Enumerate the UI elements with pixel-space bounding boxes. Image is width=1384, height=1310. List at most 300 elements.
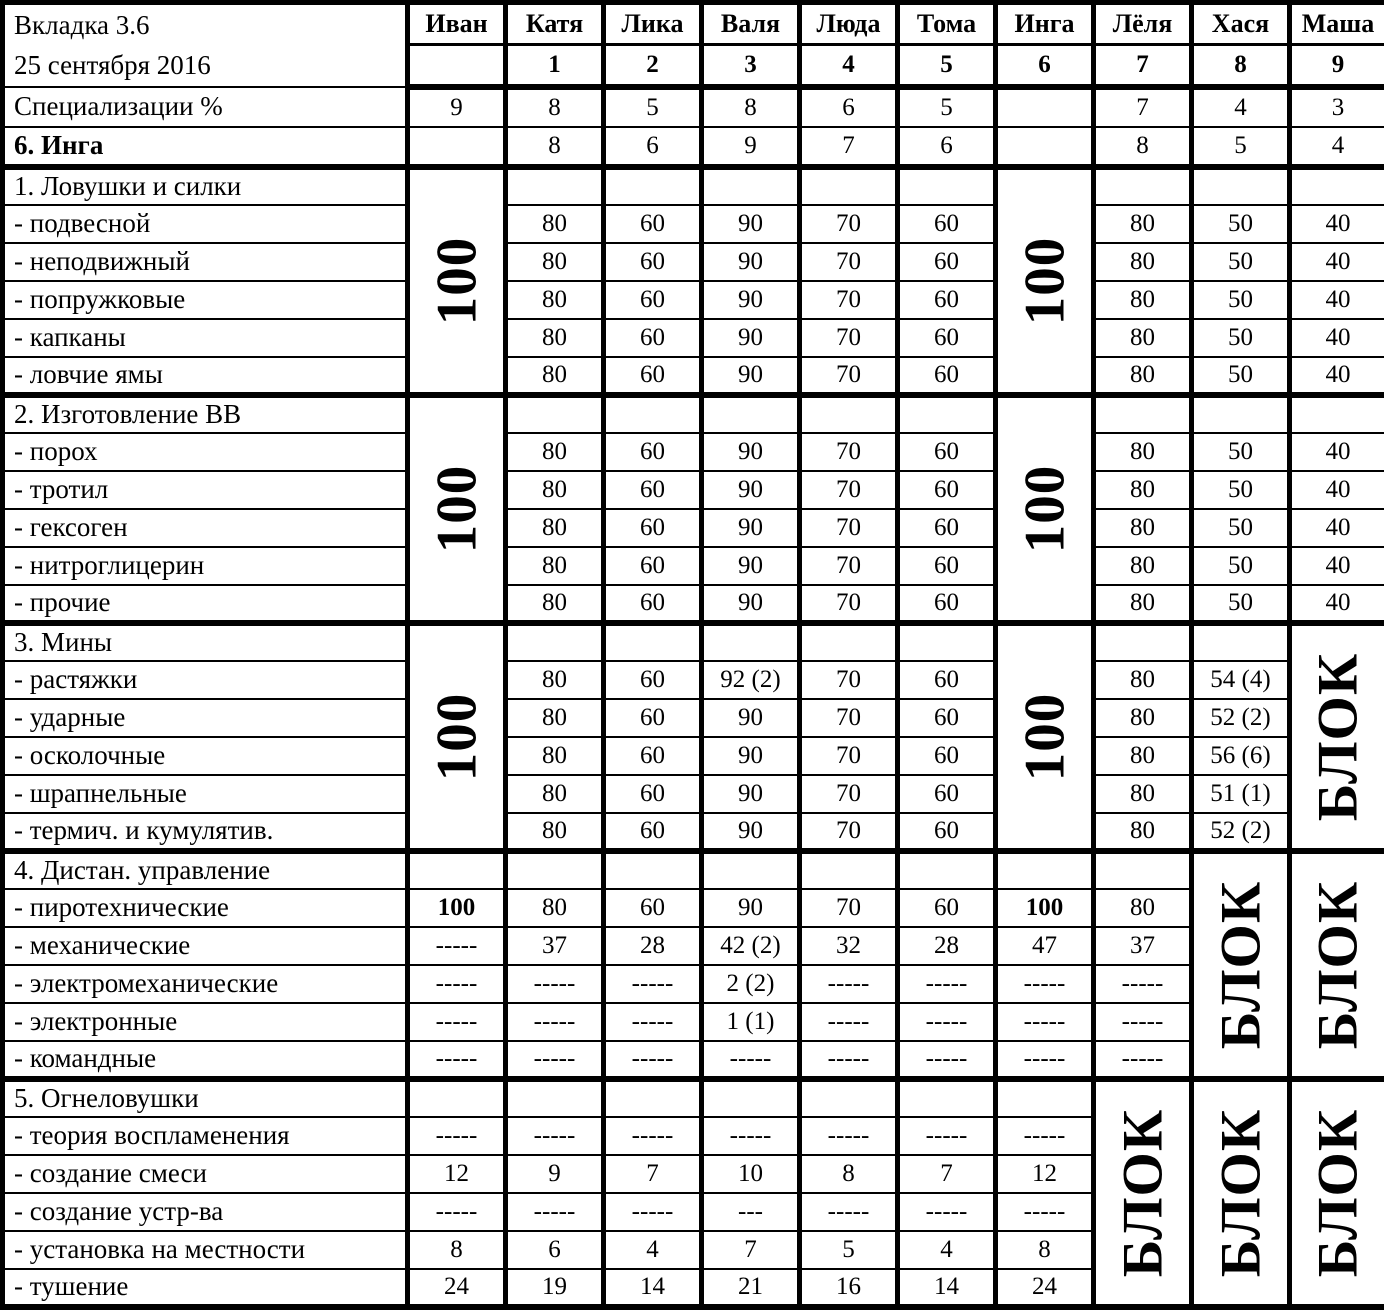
person-number: 3 xyxy=(702,45,800,87)
skill-value: 70 xyxy=(800,889,898,927)
skill-value: 70 xyxy=(800,699,898,737)
skill-value: 80 xyxy=(1094,205,1192,243)
skill-value: 60 xyxy=(898,547,996,585)
empty-cell xyxy=(702,623,800,661)
person-header: Валя xyxy=(702,3,800,45)
rotated-merged-cell xyxy=(996,623,1094,851)
skill-value: 8 xyxy=(996,1231,1094,1269)
skill-value: ----- xyxy=(702,1041,800,1079)
skill-value: 40 xyxy=(1290,509,1384,547)
skill-value: ----- xyxy=(604,1003,702,1041)
skill-label: - теория воспламенения xyxy=(3,1117,408,1155)
skill-label: - нитроглицерин xyxy=(3,547,408,585)
skill-value: 90 xyxy=(702,281,800,319)
skill-row xyxy=(3,775,1384,813)
skill-value: 70 xyxy=(800,547,898,585)
skill-row xyxy=(3,433,1384,471)
skill-value: 60 xyxy=(898,281,996,319)
empty-cell xyxy=(408,851,506,889)
empty-cell xyxy=(702,167,800,205)
skill-value: ----- xyxy=(506,1041,604,1079)
empty-cell xyxy=(1290,167,1384,205)
skill-row xyxy=(3,585,1384,623)
section-title-row xyxy=(3,1079,1384,1117)
skill-row xyxy=(3,471,1384,509)
skill-row xyxy=(3,281,1384,319)
skill-value: 90 xyxy=(702,585,800,623)
skill-value: ----- xyxy=(1094,965,1192,1003)
skill-value: 70 xyxy=(800,471,898,509)
section-title: 3. Мины xyxy=(3,623,408,661)
person-header: Иван xyxy=(408,3,506,45)
empty-cell xyxy=(604,623,702,661)
skill-value: 60 xyxy=(604,243,702,281)
skill-value: 80 xyxy=(1094,775,1192,813)
skill-value: 80 xyxy=(506,281,604,319)
skill-value: 60 xyxy=(898,471,996,509)
rotated-merged-cell xyxy=(1290,1079,1384,1307)
skill-value: 70 xyxy=(800,319,898,357)
spec-value xyxy=(996,87,1094,127)
skill-value: 80 xyxy=(506,471,604,509)
skill-value: 4 xyxy=(898,1231,996,1269)
skill-value: 19 xyxy=(506,1269,604,1307)
skill-value: 60 xyxy=(604,357,702,395)
inga-value: 6 xyxy=(898,127,996,167)
empty-cell xyxy=(408,1079,506,1117)
skill-value: --- xyxy=(702,1193,800,1231)
empty-cell xyxy=(800,395,898,433)
skill-value: 60 xyxy=(604,205,702,243)
skill-label: - создание смеси xyxy=(3,1155,408,1193)
skill-value: 5 xyxy=(800,1231,898,1269)
spec-value: 4 xyxy=(1192,87,1290,127)
skill-value: 60 xyxy=(898,433,996,471)
section-title: 5. Огнеловушки xyxy=(3,1079,408,1117)
skill-label: - пиротехнические xyxy=(3,889,408,927)
skill-value: 52 (2) xyxy=(1192,699,1290,737)
skill-value: 70 xyxy=(800,813,898,851)
skill-value: 90 xyxy=(702,319,800,357)
skill-value: 90 xyxy=(702,509,800,547)
skill-value: 100 xyxy=(408,889,506,927)
skill-value: 60 xyxy=(898,737,996,775)
sheet-title: Вкладка 3.6 xyxy=(14,5,405,45)
skill-value: 90 xyxy=(702,699,800,737)
skill-value: ----- xyxy=(800,1193,898,1231)
skill-value: 60 xyxy=(898,889,996,927)
rotated-text: 100 xyxy=(1016,464,1073,553)
skill-value: 9 xyxy=(506,1155,604,1193)
section-title: 2. Изготовление ВВ xyxy=(3,395,408,433)
skill-row xyxy=(3,1003,1384,1041)
empty-cell xyxy=(800,167,898,205)
skill-value: 50 xyxy=(1192,319,1290,357)
empty-cell xyxy=(1094,395,1192,433)
skill-value: 90 xyxy=(702,471,800,509)
skill-value: 60 xyxy=(604,509,702,547)
skill-value: 80 xyxy=(506,813,604,851)
skill-value: 90 xyxy=(702,547,800,585)
rotated-merged-cell xyxy=(1290,851,1384,1079)
skill-value: 14 xyxy=(898,1269,996,1307)
skill-value: ----- xyxy=(506,1117,604,1155)
section-title-row xyxy=(3,167,1384,205)
empty-cell xyxy=(898,851,996,889)
skill-label: - электромеханические xyxy=(3,965,408,1003)
skill-value: 60 xyxy=(604,319,702,357)
empty-cell xyxy=(1192,395,1290,433)
skill-value: ----- xyxy=(408,927,506,965)
skill-value: 40 xyxy=(1290,471,1384,509)
skill-value: ----- xyxy=(800,1041,898,1079)
skill-value: 1 (1) xyxy=(702,1003,800,1041)
rotated-merged-cell xyxy=(1192,1079,1290,1307)
section-title-row xyxy=(3,851,1384,889)
rotated-merged-cell xyxy=(408,623,506,851)
skill-label: - капканы xyxy=(3,319,408,357)
skill-value: 50 xyxy=(1192,243,1290,281)
inga-label: 6. Инга xyxy=(3,127,408,167)
spec-value: 5 xyxy=(604,87,702,127)
skill-value: 80 xyxy=(1094,319,1192,357)
skill-value: 80 xyxy=(506,357,604,395)
empty-cell xyxy=(800,1079,898,1117)
inga-value xyxy=(996,127,1094,167)
skill-value: 60 xyxy=(604,433,702,471)
skill-label: - осколочные xyxy=(3,737,408,775)
skill-value: 80 xyxy=(1094,699,1192,737)
empty-cell xyxy=(800,623,898,661)
empty-cell xyxy=(702,1079,800,1117)
skill-value: 80 xyxy=(506,889,604,927)
skill-value: 80 xyxy=(1094,889,1192,927)
inga-value: 5 xyxy=(1192,127,1290,167)
skill-value: 90 xyxy=(702,889,800,927)
person-number: 7 xyxy=(1094,45,1192,87)
skill-value: 70 xyxy=(800,585,898,623)
skill-value: 90 xyxy=(702,243,800,281)
person-header: Маша xyxy=(1290,3,1384,45)
empty-cell xyxy=(702,851,800,889)
spec-value: 5 xyxy=(898,87,996,127)
skill-value: ----- xyxy=(408,1003,506,1041)
skill-label: - тушение xyxy=(3,1269,408,1307)
skill-value: ----- xyxy=(408,1117,506,1155)
skill-value: ----- xyxy=(898,1003,996,1041)
rotated-text: 100 xyxy=(428,464,485,553)
section-title-row xyxy=(3,395,1384,433)
skill-value: 90 xyxy=(702,775,800,813)
skill-label: - растяжки xyxy=(3,661,408,699)
skill-label: - неподвижный xyxy=(3,243,408,281)
skill-value: 60 xyxy=(898,813,996,851)
skill-value: 60 xyxy=(604,661,702,699)
rotated-text: 100 xyxy=(428,236,485,325)
skill-value: 8 xyxy=(408,1231,506,1269)
skill-value: ----- xyxy=(800,965,898,1003)
skill-value: 50 xyxy=(1192,509,1290,547)
skill-value: 90 xyxy=(702,737,800,775)
skill-value: ----- xyxy=(996,1193,1094,1231)
skill-value: 40 xyxy=(1290,205,1384,243)
skill-label: - подвесной xyxy=(3,205,408,243)
skill-value: 37 xyxy=(506,927,604,965)
skill-value: 4 xyxy=(604,1231,702,1269)
skill-value: 60 xyxy=(604,699,702,737)
empty-cell xyxy=(604,851,702,889)
skill-value: 70 xyxy=(800,243,898,281)
skill-value: 40 xyxy=(1290,547,1384,585)
skill-value: 60 xyxy=(898,699,996,737)
skill-value: ----- xyxy=(898,1117,996,1155)
skill-value: 2 (2) xyxy=(702,965,800,1003)
inga-value: 8 xyxy=(506,127,604,167)
rotated-merged-cell xyxy=(1290,623,1384,851)
section-title-row xyxy=(3,623,1384,661)
skill-value: ----- xyxy=(506,1193,604,1231)
skill-value: ----- xyxy=(604,965,702,1003)
empty-cell xyxy=(898,395,996,433)
empty-cell xyxy=(1192,167,1290,205)
skill-value: 70 xyxy=(800,775,898,813)
spec-value: 9 xyxy=(408,87,506,127)
skill-value: 24 xyxy=(996,1269,1094,1307)
skill-row xyxy=(3,547,1384,585)
empty-cell xyxy=(506,623,604,661)
skill-value: 60 xyxy=(898,585,996,623)
skill-label: - порох xyxy=(3,433,408,471)
sheet-date: 25 сентября 2016 xyxy=(14,45,405,85)
skill-value: 52 (2) xyxy=(1192,813,1290,851)
skill-row xyxy=(3,661,1384,699)
skill-row xyxy=(3,509,1384,547)
skill-value: ----- xyxy=(898,1041,996,1079)
skill-value: 70 xyxy=(800,509,898,547)
skill-label: - электронные xyxy=(3,1003,408,1041)
inga-value xyxy=(408,127,506,167)
skill-value: ----- xyxy=(702,1117,800,1155)
skill-value: 32 xyxy=(800,927,898,965)
section-title: 4. Дистан. управление xyxy=(3,851,408,889)
skill-value: 60 xyxy=(604,471,702,509)
skill-value: 60 xyxy=(604,737,702,775)
skill-value: 70 xyxy=(800,205,898,243)
skill-value: 7 xyxy=(702,1231,800,1269)
skill-value: 14 xyxy=(604,1269,702,1307)
skill-value: ----- xyxy=(506,1003,604,1041)
skill-row xyxy=(3,737,1384,775)
empty-cell xyxy=(898,623,996,661)
skill-value: 50 xyxy=(1192,205,1290,243)
skill-value: 56 (6) xyxy=(1192,737,1290,775)
inga-value: 8 xyxy=(1094,127,1192,167)
skill-value: 37 xyxy=(1094,927,1192,965)
skill-value: 50 xyxy=(1192,357,1290,395)
person-number: 8 xyxy=(1192,45,1290,87)
skill-value: ----- xyxy=(800,1003,898,1041)
skill-value: 7 xyxy=(604,1155,702,1193)
skill-value: 90 xyxy=(702,433,800,471)
skill-value: 80 xyxy=(506,243,604,281)
skill-value: 80 xyxy=(506,737,604,775)
skill-value: ----- xyxy=(996,1041,1094,1079)
skill-value: 80 xyxy=(506,585,604,623)
rotated-text: БЛОК xyxy=(1310,1108,1367,1276)
empty-cell xyxy=(1192,623,1290,661)
empty-cell xyxy=(506,1079,604,1117)
skill-label: - шрапнельные xyxy=(3,775,408,813)
skill-value: 80 xyxy=(1094,357,1192,395)
skill-value: 80 xyxy=(506,661,604,699)
skill-value: 80 xyxy=(506,205,604,243)
rotated-text: БЛОК xyxy=(1212,1108,1269,1276)
skill-value: 47 xyxy=(996,927,1094,965)
skill-value: 80 xyxy=(1094,737,1192,775)
empty-cell xyxy=(604,167,702,205)
skill-value: 12 xyxy=(408,1155,506,1193)
rotated-text: БЛОК xyxy=(1310,652,1367,820)
skill-value: 80 xyxy=(506,319,604,357)
spec-value: 8 xyxy=(506,87,604,127)
spec-value: 7 xyxy=(1094,87,1192,127)
empty-cell xyxy=(604,1079,702,1117)
empty-cell xyxy=(898,1079,996,1117)
rotated-merged-cell xyxy=(1094,1079,1192,1307)
empty-cell xyxy=(702,395,800,433)
skill-value: 40 xyxy=(1290,319,1384,357)
skill-value: 80 xyxy=(506,775,604,813)
empty-cell xyxy=(506,851,604,889)
skill-value: 80 xyxy=(506,433,604,471)
empty-cell xyxy=(604,395,702,433)
skill-row xyxy=(3,1041,1384,1079)
skill-value: 40 xyxy=(1290,243,1384,281)
skill-value: 70 xyxy=(800,281,898,319)
empty-cell xyxy=(506,167,604,205)
person-header: Тома xyxy=(898,3,996,45)
spec-label: Специализации % xyxy=(3,87,408,127)
skill-value: 51 (1) xyxy=(1192,775,1290,813)
skill-value: 60 xyxy=(604,547,702,585)
person-header: Хася xyxy=(1192,3,1290,45)
spec-value: 6 xyxy=(800,87,898,127)
skill-value: 80 xyxy=(1094,243,1192,281)
skill-label: - гексоген xyxy=(3,509,408,547)
skill-value: 28 xyxy=(604,927,702,965)
empty-cell xyxy=(1094,851,1192,889)
skill-value: ----- xyxy=(604,1193,702,1231)
skill-value: ----- xyxy=(800,1117,898,1155)
skill-value: 70 xyxy=(800,433,898,471)
skill-value: 60 xyxy=(898,775,996,813)
skill-value: 21 xyxy=(702,1269,800,1307)
person-number: 6 xyxy=(996,45,1094,87)
rotated-merged-cell xyxy=(1192,851,1290,1079)
skill-value: 40 xyxy=(1290,433,1384,471)
person-number: 4 xyxy=(800,45,898,87)
skill-value: 70 xyxy=(800,357,898,395)
skill-row xyxy=(3,357,1384,395)
skill-value: 60 xyxy=(604,585,702,623)
skill-value: 60 xyxy=(604,813,702,851)
person-number: 2 xyxy=(604,45,702,87)
skill-value: 60 xyxy=(604,775,702,813)
skill-value: 70 xyxy=(800,661,898,699)
skill-value: 60 xyxy=(898,319,996,357)
section-title: 1. Ловушки и силки xyxy=(3,167,408,205)
skill-value: 80 xyxy=(1094,281,1192,319)
spec-row xyxy=(3,87,1384,127)
rotated-merged-cell xyxy=(996,395,1094,623)
skill-value: ----- xyxy=(408,965,506,1003)
inga-value: 6 xyxy=(604,127,702,167)
rotated-text: 100 xyxy=(1016,236,1073,325)
skill-value: 80 xyxy=(506,509,604,547)
skill-row xyxy=(3,813,1384,851)
skill-value: 50 xyxy=(1192,471,1290,509)
skill-label: - ударные xyxy=(3,699,408,737)
empty-cell xyxy=(1094,167,1192,205)
skill-value: 40 xyxy=(1290,357,1384,395)
person-header: Лёля xyxy=(1094,3,1192,45)
skill-row xyxy=(3,319,1384,357)
skill-value: ----- xyxy=(604,1041,702,1079)
empty-cell xyxy=(800,851,898,889)
empty-cell xyxy=(1094,623,1192,661)
skill-value: 40 xyxy=(1290,281,1384,319)
skill-value: 50 xyxy=(1192,547,1290,585)
person-number: 9 xyxy=(1290,45,1384,87)
skill-value: ----- xyxy=(1094,1041,1192,1079)
skill-label: - тротил xyxy=(3,471,408,509)
empty-cell xyxy=(996,851,1094,889)
skill-value: 70 xyxy=(800,737,898,775)
skill-value: 80 xyxy=(1094,471,1192,509)
skill-value: 10 xyxy=(702,1155,800,1193)
skill-value: ----- xyxy=(604,1117,702,1155)
empty-cell xyxy=(506,395,604,433)
skill-value: 80 xyxy=(1094,547,1192,585)
skill-value: ----- xyxy=(996,965,1094,1003)
person-number: 1 xyxy=(506,45,604,87)
skill-row xyxy=(3,205,1384,243)
rotated-merged-cell xyxy=(408,395,506,623)
empty-cell xyxy=(1290,395,1384,433)
skill-value: ----- xyxy=(996,1003,1094,1041)
skill-value: 50 xyxy=(1192,281,1290,319)
skill-value: ----- xyxy=(898,1193,996,1231)
skill-label: - установка на местности xyxy=(3,1231,408,1269)
spec-value: 8 xyxy=(702,87,800,127)
skill-row xyxy=(3,965,1384,1003)
skill-value: 16 xyxy=(800,1269,898,1307)
skill-value: ----- xyxy=(408,1193,506,1231)
empty-cell xyxy=(996,1079,1094,1117)
skill-value: 80 xyxy=(506,699,604,737)
person-number xyxy=(408,45,506,87)
skill-value: 90 xyxy=(702,813,800,851)
skill-value: 80 xyxy=(1094,509,1192,547)
skill-label: - командные xyxy=(3,1041,408,1079)
person-header: Люда xyxy=(800,3,898,45)
skill-value: 90 xyxy=(702,357,800,395)
skill-value: 90 xyxy=(702,205,800,243)
skill-value: 12 xyxy=(996,1155,1094,1193)
skill-value: 8 xyxy=(800,1155,898,1193)
skill-value: ----- xyxy=(506,965,604,1003)
person-number: 5 xyxy=(898,45,996,87)
